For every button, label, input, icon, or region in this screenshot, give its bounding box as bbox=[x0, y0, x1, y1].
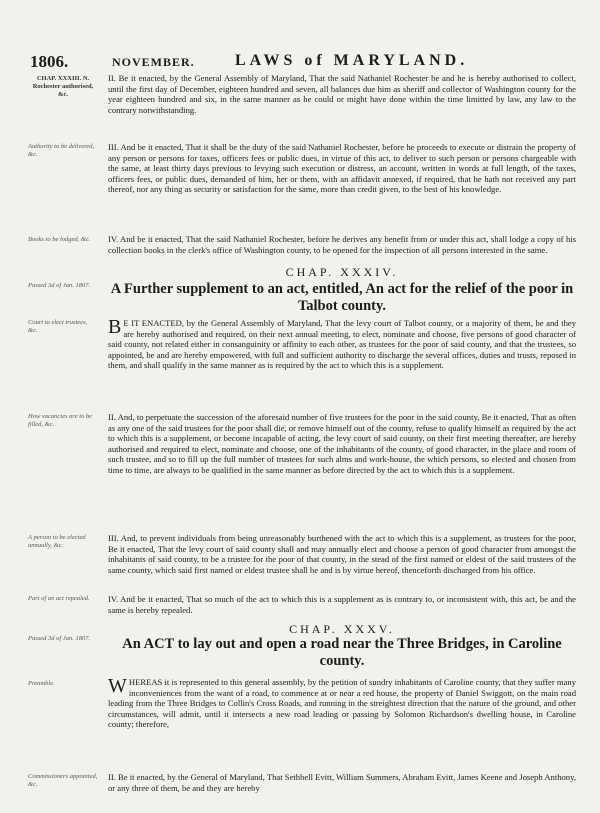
section-2-chap33: II. Be it enacted, by the General Assembly of Maryland, That the said Nathaniel Rochester be and he is hereby authorised to collect, until the first day of December, eighteen hundred and seven, all balances due him as sheriff and collector of Washington county for the year eighteen hundred and six, in the same manner as he could or might have done within the time limitted by law, any law to the contrary notwithstanding. bbox=[108, 73, 576, 115]
chapter-34-heading: CHAP. XXXIV. bbox=[285, 265, 399, 279]
chapter-34-title: A Further supplement to an act, entitled, An act for the relief of the poor in Talbot county. bbox=[110, 281, 574, 314]
header-month: NOVEMBER. bbox=[112, 55, 195, 69]
section-1-chap34 bbox=[108, 318, 576, 371]
chapter-35-heading: CHAP. XXXV. bbox=[289, 622, 395, 636]
section-2-chap34: II. And, to perpetuate the succession of the aforesaid number of five trustees for the poor in the said county, Be it enacted, That as often as any one of the said trustees for the poor shall die, or remove himself out of the county, refuse to qualify himself as required by the act to which this is a supplement, or become incapable of acting, the levy court of said county, on their first meeting thereafter, are hereby authorised and required to elect, nominate and choose, one of the inhabitants of the county, of good character, in the place and room of such trustee, and so to fill up the full number of trustees for such alms and work-house, the which persons, so elected and chosen from time to time, are always to be qualified in the same manner as before directed by the act to which this is a supplement. bbox=[108, 412, 576, 475]
margin-note-annual: A person to be elected annually, &c. bbox=[28, 534, 86, 549]
margin-note-preamble: Preamble. bbox=[28, 680, 55, 687]
header-title: LAWS of MARYLAND. bbox=[235, 52, 469, 69]
section-1-chap34-text: E IT ENACTED, by the General Assembly of Maryland, That the levy court of Talbot county, or a majority of them, be and they are hereby authorised and required, on their next annual meeting, to elect, nominate and choose, five persons of good character of said county, not related either in consanguinity or affinity to each other, as trustees for the poor of said county, and that the trustees, so appointed, be and are hereby empowered, with full and sufficient authority to discharge the several offices, duties and trusts, reposed in them, and shall qualify in the same manner as is required by the act to which this is a supplement. bbox=[108, 318, 576, 371]
margin-note-chap33: CHAP. XXXIII. N. Rochester authorised, &c. bbox=[32, 75, 94, 98]
margin-note-books: Books to be lodged, &c. bbox=[28, 236, 91, 243]
margin-note-repealed: Part of an act repealed. bbox=[28, 595, 90, 602]
drop-cap-b: B bbox=[108, 316, 122, 338]
margin-note-trustees: Court to elect trustees, &c. bbox=[28, 319, 88, 334]
page-header bbox=[30, 52, 580, 72]
drop-cap-w: W bbox=[108, 675, 127, 697]
section-2-chap35: II. Be it enacted, by the General of Maryland, That Sethbell Evitt, William Summers, Abraham Evitt, James Keene and Joseph Anthony, or any three of them, be and they are hereby bbox=[108, 772, 576, 793]
margin-note-account: Authority to be delivered, &c. bbox=[28, 143, 95, 158]
margin-note-passed-34: Passed 3d of Jan. 1807. bbox=[28, 282, 91, 289]
section-3-chap33: III. And be it enacted, That it shall be the duty of the said Nathaniel Rochester, before he proceeds to execute or distrain the property of any person or persons for taxes, officers fees or public dues, in virtue of this act, to deliver to such person or persons chargeable with the same, at least thirty days previous to levying such execution or distress, an account, written in words at full length, of the taxes, officers fees, or public dues, demanded of him, her or them, with an affidavit annexed, if required, that he hath not received any part thereof, nor any thing as security or satisfaction for the same, more than credit given, to the best of his knowledge. bbox=[108, 142, 576, 195]
margin-note-vacancies: How vacancies are to be filled, &c. bbox=[28, 413, 93, 428]
header-year: 1806. bbox=[30, 52, 69, 71]
preamble-chap35 bbox=[108, 677, 576, 730]
chapter-35-title: An ACT to lay out and open a road near the Three Bridges, in Caroline county. bbox=[122, 636, 562, 669]
preamble-chap35-text: HEREAS it is represented to this general assembly, by the petition of sundry inhabitants of Caroline county, that they suffer many inconveniences from the want of a road, to commence at or near a red house, the property of Daniel Swiggott, on the main road leading from the Three Bridges to Collin's Cross Roads, and running in the streightest direction that the nature of the ground, and other circumstances, will admit, until it intersects a new road leading or passing by Solomon Richardson's dwelling house, in Caroline county; therefore, bbox=[108, 677, 576, 730]
margin-note-passed-35: Passed 3d of Jan. 1807. bbox=[28, 635, 91, 642]
margin-note-commissioners: Commissioners appointed, &c. bbox=[28, 773, 98, 788]
section-4-chap33: IV. And be it enacted, That the said Nathaniel Rochester, before he derives any benefit from or under this act, shall lodge a copy of his collection books in the clerk's office of Washington county, to be opened for the inspection of all persons interested in the same. bbox=[108, 234, 576, 255]
section-4-chap34: IV. And be it enacted, That so much of the act to which this is a supplement as is contrary to, or inconsistent with, this act, be and the same is hereby repealed. bbox=[108, 594, 576, 615]
section-3-chap34: III. And, to prevent individuals from being unreasonably burthened with the act to which this is a supplement, as trustees for the poor, Be it enacted, That the levy court of said county shall and may annually elect and choose a person of good character from amongst the inhabitants of said county, to be a trustee for the poor of that county, in the stead of the first named or eldest of the said trustees of the same county, which said first named or eldest trustee shall be and is by virtue hereof, thenceforth discharged from his office. bbox=[108, 533, 576, 575]
